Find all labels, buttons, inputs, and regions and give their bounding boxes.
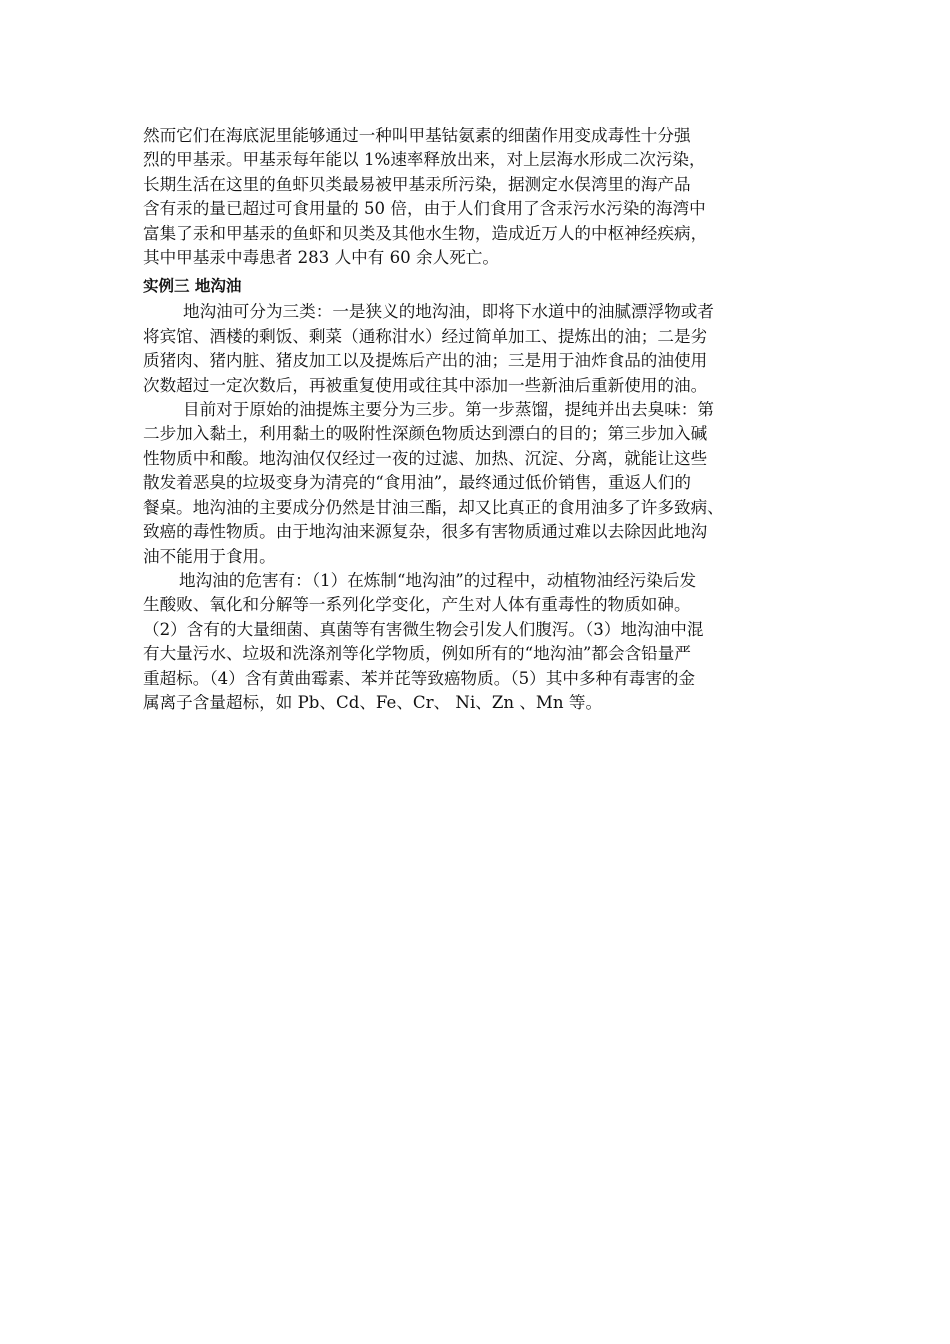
text-line: 其中甲基汞中毒患者 283 人中有 60 余人死亡。 — [143, 248, 499, 268]
text-line-content: 地沟油可分为三类：一是狭义的地沟油，即将下水道中的油腻漂浮物或者 — [183, 302, 714, 322]
text-line: 质猪肉、猪内脏、猪皮加工以及提炼后产出的油；三是用于油炸食品的油使用 — [143, 351, 708, 371]
text-line: 油不能用于食用。 — [143, 546, 276, 566]
document-body — [143, 124, 809, 715]
paragraph-gutter-oil-types — [143, 300, 809, 398]
text-line: 次数超过一定次数后，再被重复使用或往其中添加一些新油后重新使用的油。 — [143, 375, 708, 395]
text-line: 性物质中和酸。地沟油仅仅经过一夜的过滤、加热、沉淀、分离，就能让这些 — [143, 448, 708, 468]
text-line: （2）含有的大量细菌、真菌等有害微生物会引发人们腹泻。（3）地沟油中混 — [143, 619, 704, 639]
text-line: 生酸败、氧化和分解等一系列化学变化，产生对人体有重毒性的物质如砷。 — [143, 595, 691, 615]
text-line — [143, 569, 809, 593]
section-heading: 实例三 地沟油 — [143, 277, 242, 296]
paragraph-hazards — [143, 569, 809, 715]
text-line: 属离子含量超标，如 Pb、Cd、Fe、Cr、 Ni、Zn 、Mn 等。 — [143, 692, 603, 712]
text-line: 重超标。（4）含有黄曲霉素、苯并芘等致癌物质。（5）其中多种有毒害的金 — [143, 668, 696, 688]
text-line: 长期生活在这里的鱼虾贝类最易被甲基汞所污染，据测定水俣湾里的海产品 — [143, 174, 691, 194]
text-line: 有大量污水、垃圾和洗涤剂等化学物质，例如所有的“地沟油”都会含铅量严 — [143, 644, 691, 664]
text-line-content: 地沟油的危害有：（1）在炼制“地沟油”的过程中，动植物油经污染后发 — [179, 570, 697, 590]
text-line — [143, 398, 809, 422]
text-line: 含有汞的量已超过可食用量的 50 倍，由于人们食用了含汞污水污染的海湾中 — [143, 199, 706, 219]
text-line: 烈的甲基汞。甲基汞每年能以 1%速率释放出来，对上层海水形成二次污染， — [143, 150, 706, 170]
text-line-content: 目前对于原始的油提炼主要分为三步。第一步蒸馏，提纯并出去臭味：第 — [183, 400, 714, 420]
paragraph-mercury-continuation — [143, 124, 809, 270]
text-line: 将宾馆、酒楼的剩饭、剩菜（通称泔水）经过简单加工、提炼出的油；二是劣 — [143, 326, 708, 346]
paragraph-refining-steps — [143, 398, 809, 569]
text-line: 餐桌。地沟油的主要成分仍然是甘油三酯，却又比真正的食用油多了许多致病、 — [143, 497, 724, 517]
text-line: 二步加入黏土，利用黏土的吸附性深颜色物质达到漂白的目的；第三步加入碱 — [143, 424, 708, 444]
text-line — [143, 300, 809, 324]
text-line: 散发着恶臭的垃圾变身为清亮的“食用油”，最终通过低价销售，重返人们的 — [143, 473, 691, 493]
text-line: 富集了汞和甲基汞的鱼虾和贝类及其他水生物，造成近万人的中枢神经疾病， — [143, 223, 708, 243]
text-line: 致癌的毒性物质。由于地沟油来源复杂，很多有害物质通过难以去除因此地沟 — [143, 522, 708, 542]
text-line: 然而它们在海底泥里能够通过一种叫甲基钴氨素的细菌作用变成毒性十分强 — [143, 126, 691, 145]
